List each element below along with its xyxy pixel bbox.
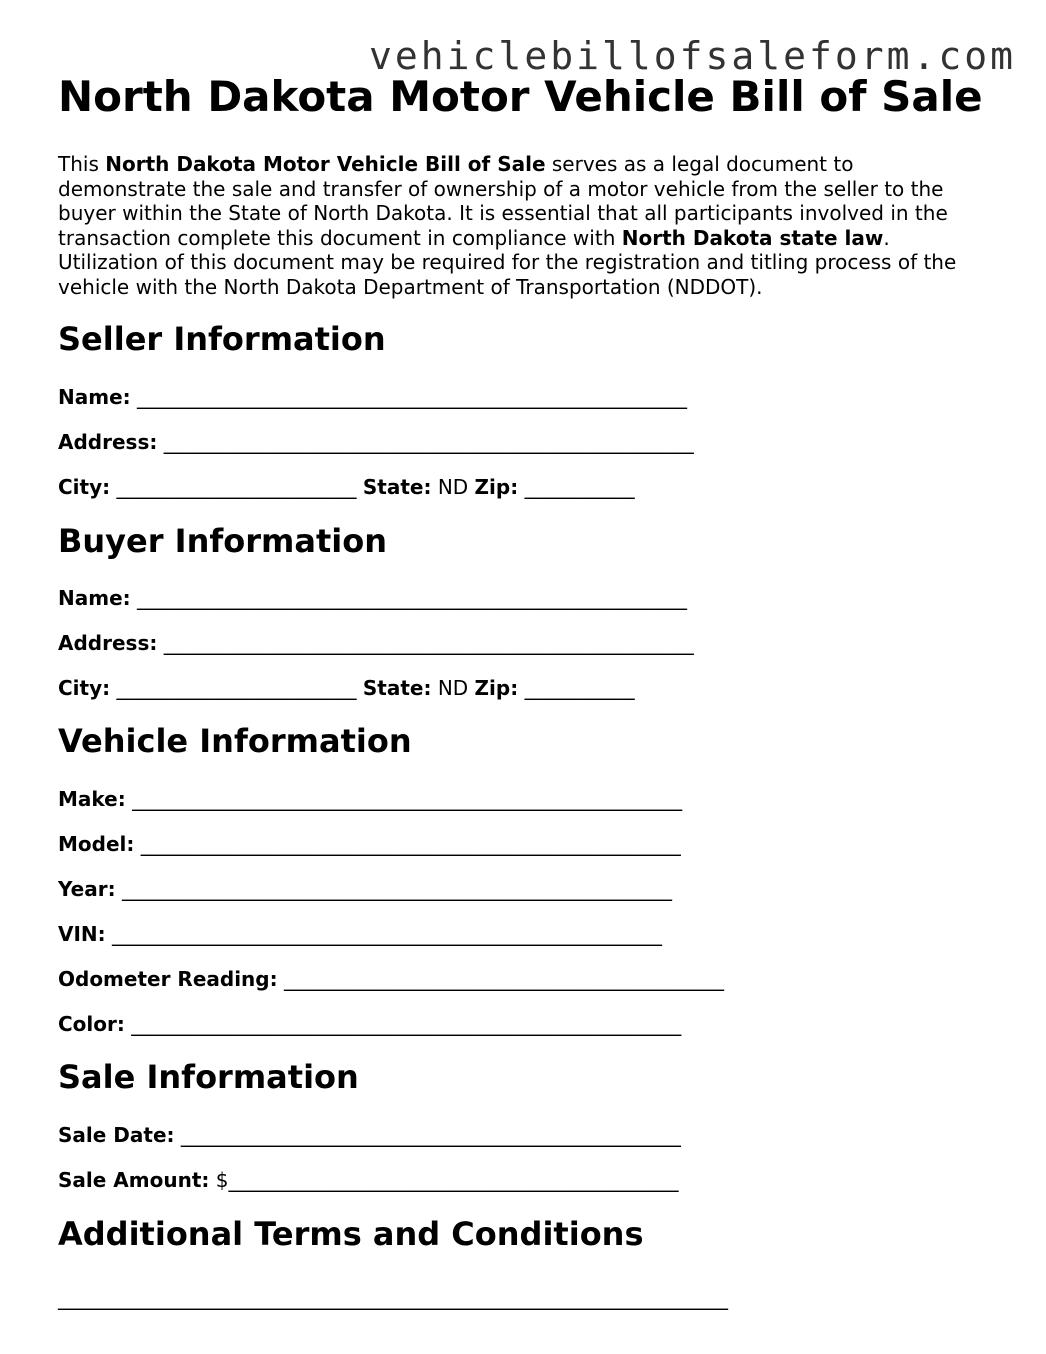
- sale-date-field[interactable]: [58, 1123, 681, 1147]
- seller-city-line[interactable]: ________________________: [116, 475, 357, 499]
- document-title: North Dakota Motor Vehicle Bill of Sale: [58, 72, 983, 121]
- vehicle-vin-field[interactable]: [58, 922, 662, 946]
- dollar-sign: $: [209, 1168, 229, 1192]
- buyer-city-row: [58, 676, 635, 700]
- sale-heading: Sale Information: [58, 1058, 359, 1096]
- seller-address-label: Address:: [58, 430, 158, 454]
- sale-date-line[interactable]: __________________________________________________: [180, 1123, 681, 1147]
- buyer-address-label: Address:: [58, 631, 158, 655]
- sale-amount-field[interactable]: [58, 1168, 678, 1192]
- seller-name-field[interactable]: [58, 385, 687, 409]
- vehicle-odometer-label: Odometer Reading:: [58, 967, 278, 991]
- sale-amount-line[interactable]: _____________________________________________: [228, 1168, 679, 1192]
- intro-paragraph: [58, 152, 988, 299]
- vehicle-color-field[interactable]: [58, 1012, 681, 1036]
- vehicle-make-field[interactable]: [58, 787, 682, 811]
- seller-address-field[interactable]: [58, 430, 694, 454]
- sale-amount-label: Sale Amount:: [58, 1168, 210, 1192]
- seller-state-value: ND: [437, 475, 469, 499]
- terms-line[interactable]: ___________________________________________________________________: [58, 1286, 728, 1310]
- sale-date-label: Sale Date:: [58, 1123, 175, 1147]
- intro-bold-2: North Dakota state law: [621, 225, 884, 250]
- seller-city-label: City:: [58, 475, 111, 499]
- terms-heading: Additional Terms and Conditions: [58, 1215, 644, 1253]
- vehicle-heading: Vehicle Information: [58, 722, 412, 760]
- vehicle-vin-label: VIN:: [58, 922, 106, 946]
- buyer-name-field[interactable]: [58, 586, 687, 610]
- vehicle-model-line[interactable]: ______________________________________________________: [140, 832, 681, 856]
- vehicle-year-label: Year:: [58, 877, 116, 901]
- seller-zip-label: Zip:: [474, 475, 519, 499]
- buyer-zip-line[interactable]: ___________: [524, 676, 635, 700]
- buyer-name-label: Name:: [58, 586, 131, 610]
- buyer-zip-label: Zip:: [474, 676, 519, 700]
- seller-city-row: [58, 475, 635, 499]
- buyer-heading: Buyer Information: [58, 522, 387, 560]
- buyer-address-field[interactable]: [58, 631, 694, 655]
- intro-text-3: . Utilization of this document may be required for the registration and titling process of the vehicle with the North Dakota Department of Transportation (NDDOT).: [58, 225, 957, 299]
- buyer-state-label: State:: [362, 676, 432, 700]
- vehicle-vin-line[interactable]: _______________________________________________________: [112, 922, 663, 946]
- vehicle-color-line[interactable]: _______________________________________________________: [131, 1012, 682, 1036]
- vehicle-model-label: Model:: [58, 832, 135, 856]
- vehicle-odometer-field[interactable]: [58, 967, 724, 991]
- buyer-address-line[interactable]: _____________________________________________________: [163, 631, 694, 655]
- seller-zip-line[interactable]: ___________: [524, 475, 635, 499]
- seller-state-label: State:: [362, 475, 432, 499]
- seller-name-label: Name:: [58, 385, 131, 409]
- seller-address-line[interactable]: _____________________________________________________: [163, 430, 694, 454]
- vehicle-year-line[interactable]: _______________________________________________________: [121, 877, 672, 901]
- vehicle-make-line[interactable]: _______________________________________________________: [132, 787, 683, 811]
- vehicle-color-label: Color:: [58, 1012, 125, 1036]
- buyer-state-value: ND: [437, 676, 469, 700]
- intro-text-2: serves as a legal document to demonstrate the sale and transfer of ownership of a motor vehicle from the seller to the buyer within the State of North Dakota. It is essential that all participants involved in the transaction complete this document in compliance with: [58, 152, 948, 250]
- intro-text-1: This: [58, 152, 106, 176]
- seller-name-line[interactable]: _______________________________________________________: [137, 385, 687, 409]
- seller-heading: Seller Information: [58, 320, 386, 358]
- buyer-name-line[interactable]: _______________________________________________________: [137, 586, 687, 610]
- buyer-city-label: City:: [58, 676, 111, 700]
- intro-bold-1: North Dakota Motor Vehicle Bill of Sale: [105, 152, 546, 176]
- vehicle-odometer-line[interactable]: ____________________________________________: [283, 967, 724, 991]
- vehicle-model-field[interactable]: [58, 832, 681, 856]
- vehicle-year-field[interactable]: [58, 877, 672, 901]
- watermark: vehiclebillofsaleform.com: [369, 34, 1016, 78]
- buyer-city-line[interactable]: ________________________: [116, 676, 357, 700]
- vehicle-make-label: Make:: [58, 787, 126, 811]
